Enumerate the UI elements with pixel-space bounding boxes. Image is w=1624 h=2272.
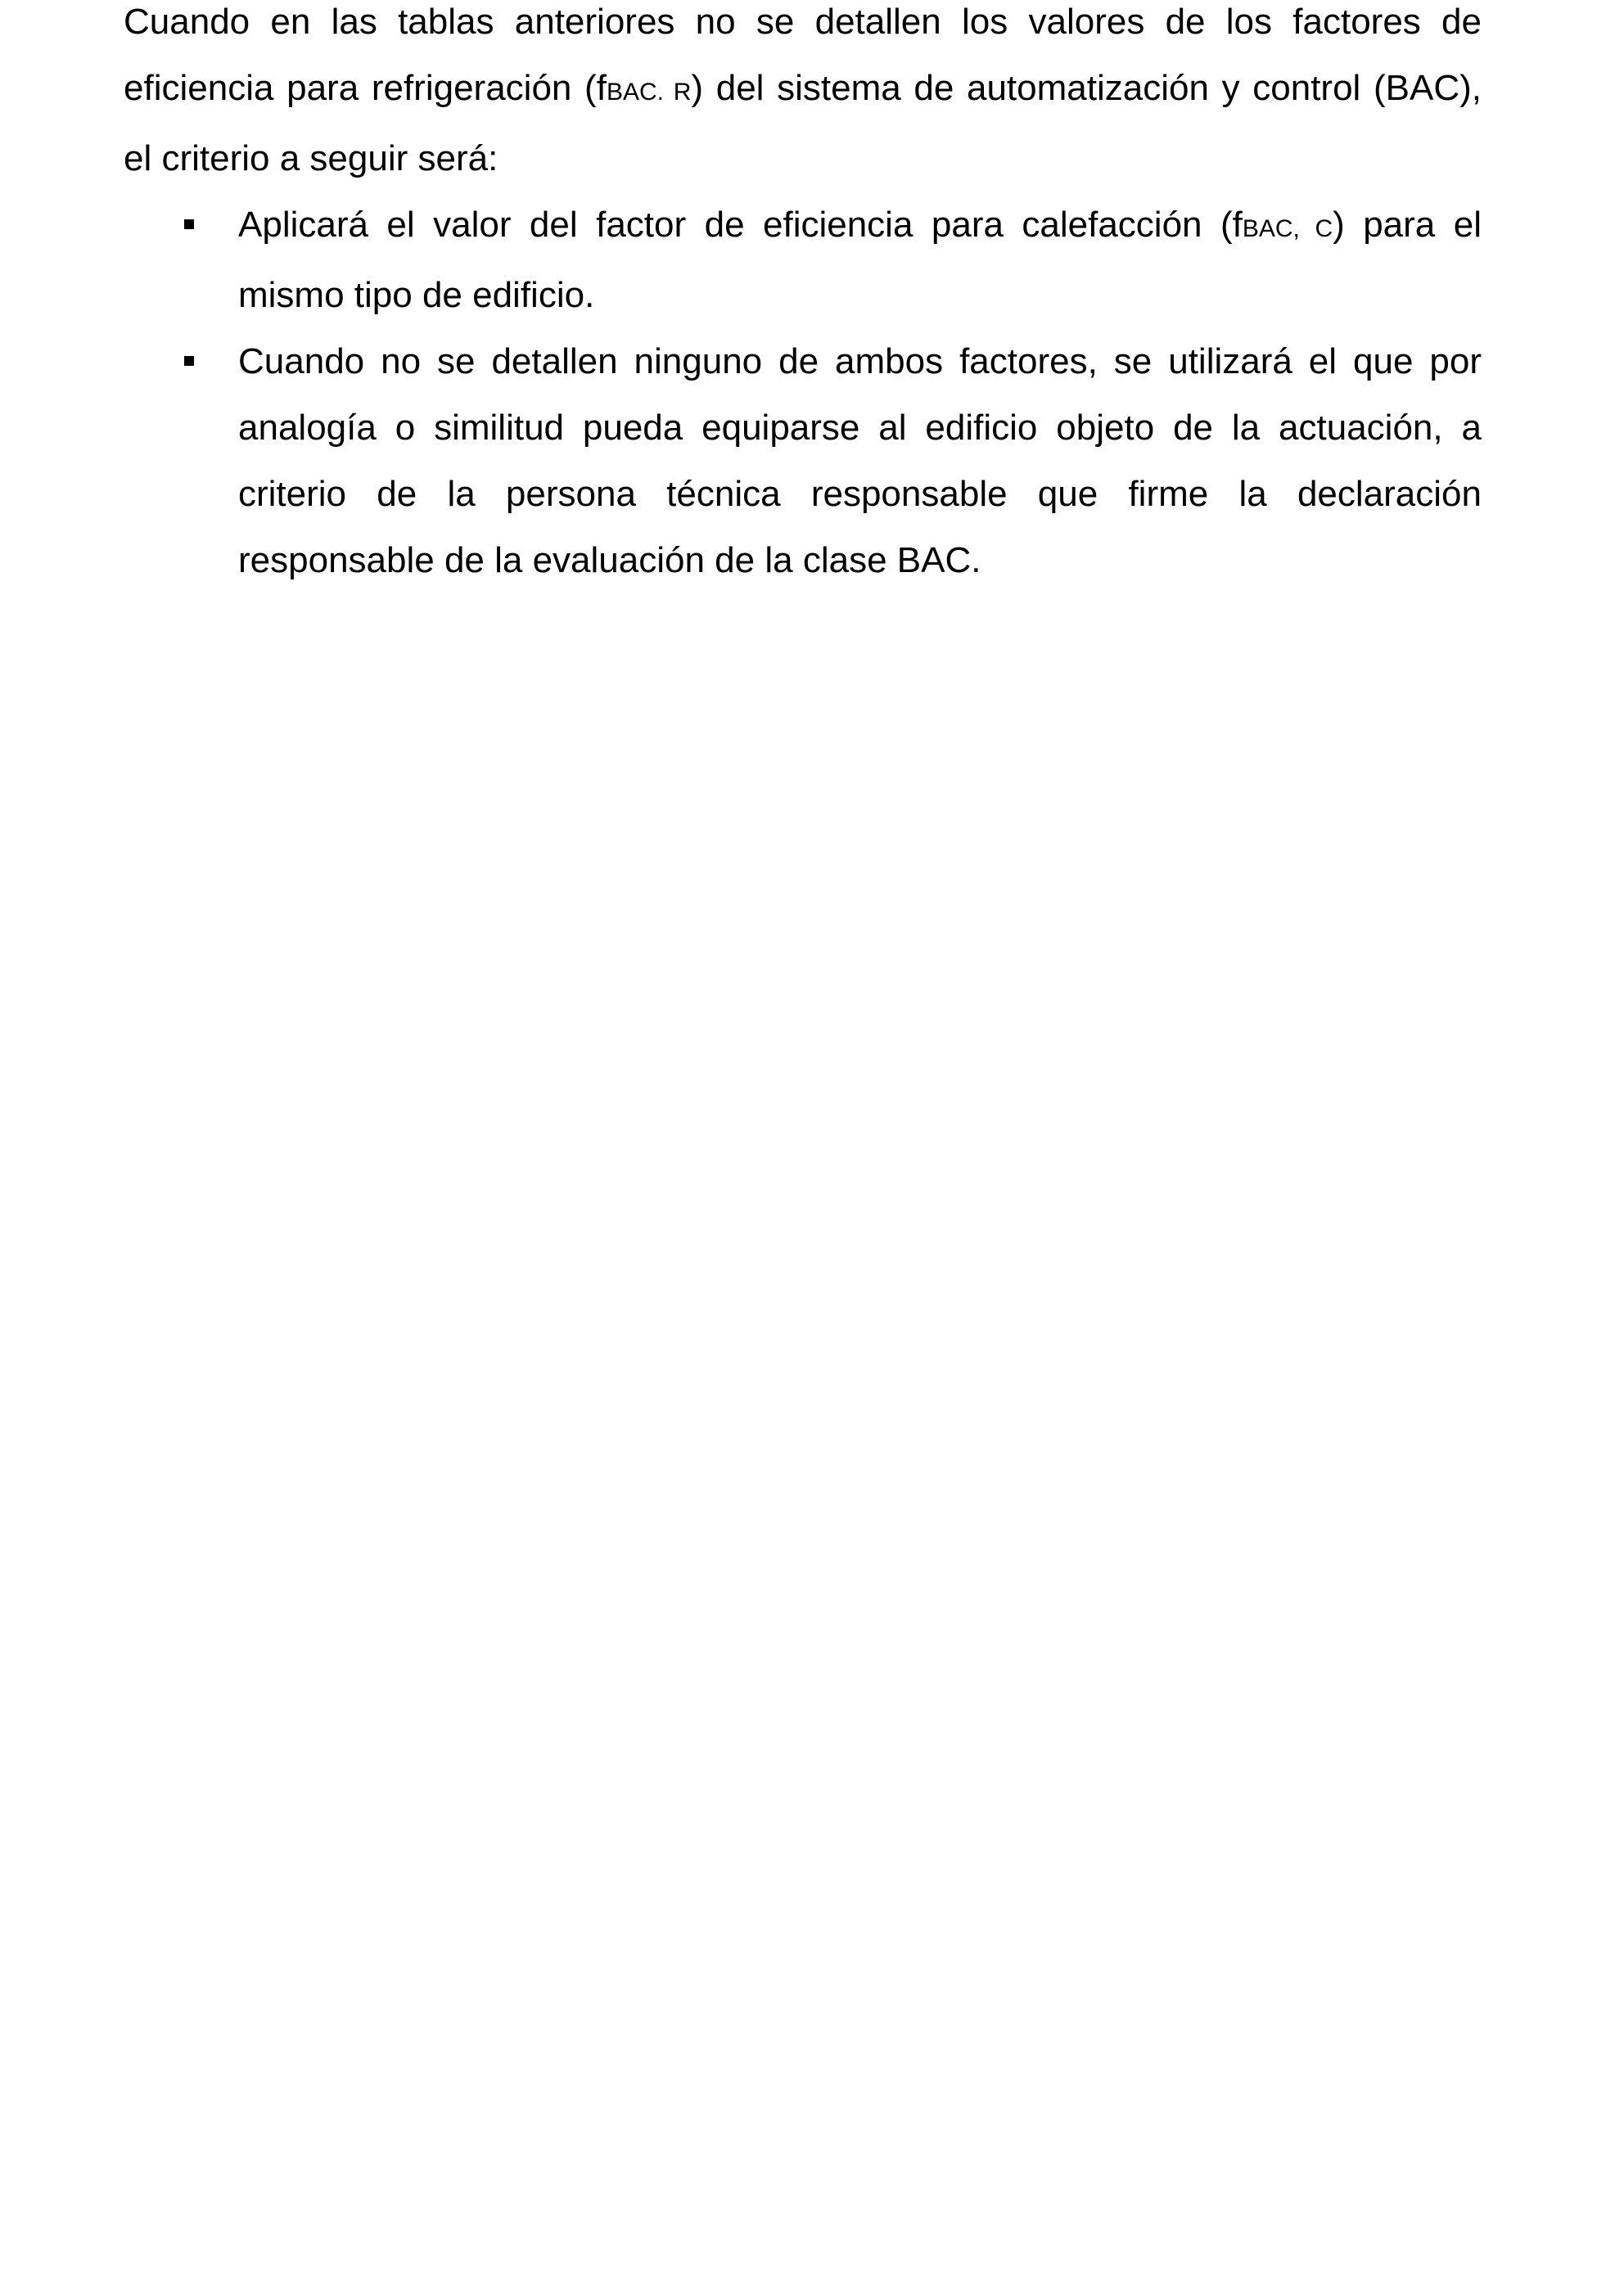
criteria-list <box>124 192 1482 593</box>
bullet-1-subscript: BAC, C <box>1242 215 1333 242</box>
intro-text-after: ) del sistema de automatización y control (BAC), el criterio a seguir será: <box>124 68 1482 178</box>
intro-subscript: BAC. R <box>606 79 692 106</box>
intro-paragraph <box>124 0 1482 192</box>
square-bullet-icon <box>184 219 194 229</box>
bullet-1-text-before: Aplicará el valor del factor de eficiencia para calefacción (f <box>238 205 1243 245</box>
intro-text-before: Cuando en las tablas anteriores no se detallen los valores de los factores de eficiencia para refrigeración (f <box>124 2 1482 108</box>
bullet-1-text-after: ) para el mismo tipo de edificio. <box>238 205 1482 315</box>
bullet-2-text: Cuando no se detallen ninguno de ambos factores, se utilizará el que por analogía o similitud pueda equiparse al edificio objeto de la actuación, a criterio de la persona técnica responsable que firme la declaración responsable de la evaluación de la clase BAC. <box>238 341 1482 580</box>
list-item <box>124 328 1482 593</box>
list-item <box>124 192 1482 328</box>
square-bullet-icon <box>184 356 194 366</box>
document-page <box>124 0 1482 593</box>
